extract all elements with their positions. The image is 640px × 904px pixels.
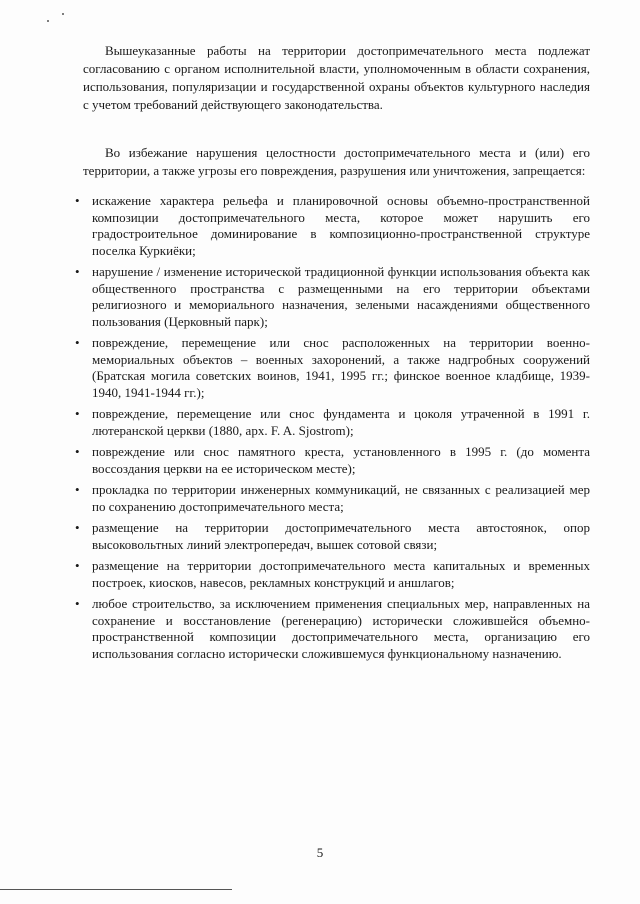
list-item [72,406,590,439]
prohibitions-list [72,193,590,667]
bullet-icon: • [75,444,80,459]
scan-speck [62,13,64,15]
list-item [72,596,590,662]
list-item [72,482,590,515]
list-item-text: искажение характера рельефа и планировочной основы объемно-пространственной композиции достопримечательного места, которое может нарушить его градостроительное доминирование в композиционно-пространственной структуре поселка Куркиёки; [92,193,590,258]
footer-divider [0,889,232,890]
list-item [72,520,590,553]
bullet-icon: • [75,264,80,279]
bullet-icon: • [75,406,80,421]
list-item-text: любое строительство, за исключением применения специальных мер, направленных на сохранение и восстановление (регенерацию) исторически сложившейся объемно-пространственной композиции достопримечательного места, организацию его использования согласно исторически сложившемуся функциональному назначению. [92,596,590,661]
list-item-text: повреждение или снос памятного креста, установленного в 1995 г. (до момента воссоздания церкви на ее историческом месте); [92,444,590,476]
scan-speck [47,20,49,22]
list-item [72,264,590,330]
paragraph-approval: Вышеуказанные работы на территории достопримечательного места подлежат согласованию с органом исполнительной власти, уполномоченным в области сохранения, использования, популяризации и государственной охраны объектов культурного наследия с учетом требований действующего законодательства. [83,43,590,112]
list-item-text: размещение на территории достопримечательного места капитальных и временных построек, киосков, навесов, рекламных конструкций и аншлагов; [92,558,590,590]
list-item-text: прокладка по территории инженерных коммуникаций, не связанных с реализацией мер по сохранению достопримечательного места; [92,482,590,514]
list-item-text: размещение на территории достопримечательного места автостоянок, опор высоковольтных линий электропередач, вышек сотовой связи; [92,520,590,552]
list-item [72,444,590,477]
list-item-text: нарушение / изменение исторической традиционной функции использования объекта как общественного пространства с размещенными на его территории объектами религиозного и мемориального назначения, зелеными насаждениями общественного пользования (Церковный парк); [92,264,590,329]
bullet-icon: • [75,193,80,208]
list-item-text: повреждение, перемещение или снос расположенных на территории военно-мемориальных объектов – военных захоронений, а также надгробных сооружений (Братская могила советских воинов, 1941, 1995 гг.; финское военное кладбище, 1939-1940, 1941-1944 гг.); [92,335,590,400]
bullet-icon: • [75,520,80,535]
page-number: 5 [316,845,324,860]
bullet-icon: • [75,482,80,497]
paragraph-prohibited-intro: Во избежание нарушения целостности достопримечательного места и (или) его территории, а также угрозы его повреждения, разрушения или уничтожения, запрещается: [83,145,590,178]
bullet-icon: • [75,596,80,611]
list-item [72,558,590,591]
bullet-icon: • [75,335,80,350]
list-item [72,335,590,401]
list-item [72,193,590,259]
list-item-text: повреждение, перемещение или снос фундамента и цоколя утраченной в 1991 г. лютеранской церкви (1880, арх. F. A. Sjostrom); [92,406,590,438]
bullet-icon: • [75,558,80,573]
